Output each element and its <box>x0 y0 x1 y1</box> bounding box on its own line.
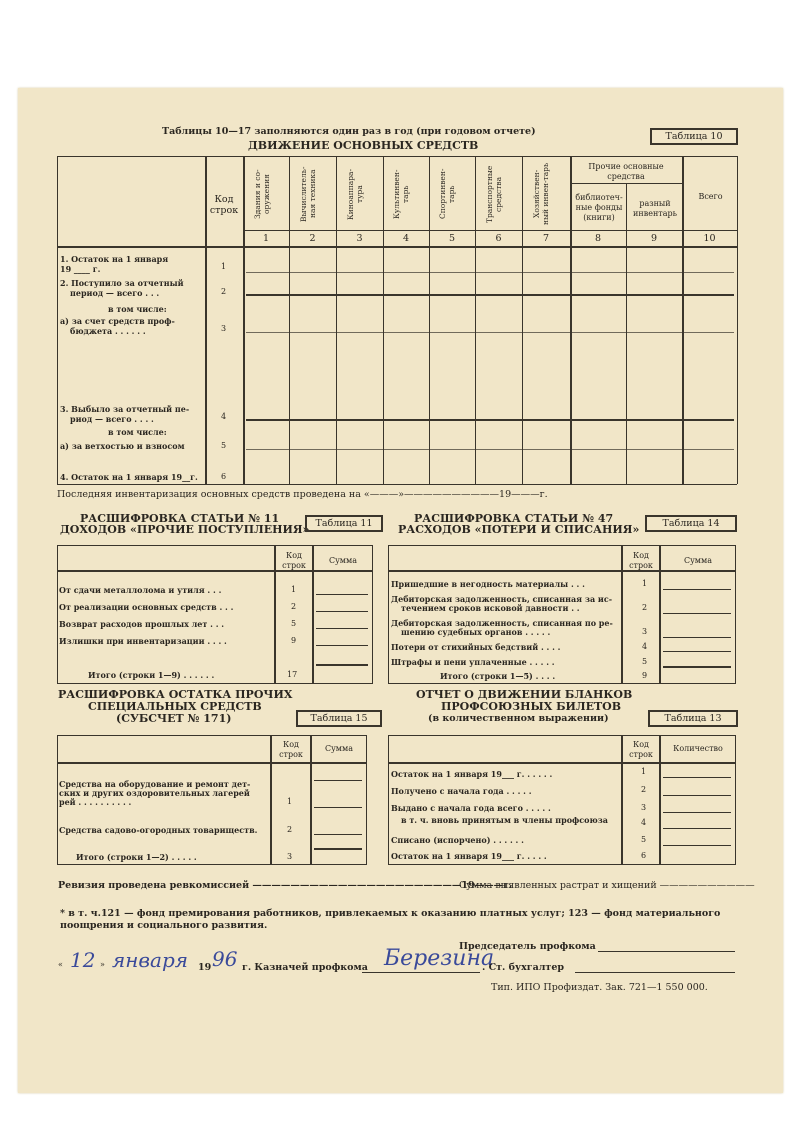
t13-row-label: Списано (испорчено) . . . . . . <box>391 835 524 845</box>
footnote: * в т. ч.121 — фонд премирования работников, привлекаемых к оказанию платных услуг; 123 — фонд материального поощрения и социального развития. <box>60 908 721 931</box>
embezzle-line: Сумма выявленных растрат и хищений —————————— <box>459 880 755 891</box>
t14-total-code: 9 <box>642 671 648 680</box>
col-header: Хозяйствен-ный инвен-тарь <box>532 162 550 226</box>
row-label: а) за счет средств проф- <box>60 316 175 326</box>
col-number: 10 <box>703 233 716 244</box>
table11-title2: ДОХОДОВ «ПРОЧИЕ ПОСТУПЛЕНИЯ» <box>60 523 310 536</box>
table11-sum-header: Сумма <box>328 556 358 565</box>
t11-row-label: Излишки при инвентаризации . . . . <box>59 636 227 646</box>
table13-qty-header: Количество <box>673 744 723 753</box>
table10-title: ДВИЖЕНИЕ ОСНОВНЫХ СРЕДСТВ <box>248 139 479 152</box>
revision-line: Ревизия проведена ревкомиссией ——————————————————————19———г. <box>58 880 513 891</box>
signature-year-prefix: 19 <box>198 962 212 973</box>
table13-tag: Таблица 13 <box>648 710 738 727</box>
table10-code-header: Код строк <box>209 194 239 216</box>
t13-row-label: Получено с начала года . . . . . <box>391 786 532 796</box>
table13-title2: ПРОФСОЮЗНЫХ БИЛЕТОВ <box>441 700 622 713</box>
col-header: Здания и со-оружения <box>253 169 271 219</box>
col-number: 3 <box>356 233 363 244</box>
t13-row-code: 2 <box>641 785 647 794</box>
t14-row-code: 2 <box>642 603 648 612</box>
col-header: Транспортные средства <box>485 165 503 223</box>
col-number: 8 <box>594 233 602 244</box>
row-label: а) за ветхостью и взносом <box>60 441 185 451</box>
date-close-quote: » <box>100 960 105 969</box>
t14-row-label: Потери от стихийных бедствий . . . . <box>391 642 561 652</box>
total-header: Всего <box>698 192 723 201</box>
table13-title1: ОТЧЕТ О ДВИЖЕНИИ БЛАНКОВ <box>416 688 633 701</box>
row-label: 19 ____ г. <box>60 264 101 274</box>
t15-total-label: Итого (строки 1—2) . . . . . <box>76 852 197 862</box>
t11-total-label: Итого (строки 1—9) . . . . . . <box>88 670 215 680</box>
t13-row-code: 1 <box>641 767 647 776</box>
t14-row-label: Штрафы и пени уплаченные . . . . . <box>391 657 555 667</box>
treasurer-label: г. Казначей профкома <box>242 962 368 973</box>
t11-row-label: От реализации основных средств . . . <box>59 602 234 612</box>
signature-month: января <box>112 948 189 972</box>
table11-code-header: Код строк <box>282 551 306 570</box>
signature-day: 12 <box>70 948 96 972</box>
t11-row-code: 5 <box>291 619 297 628</box>
table15-code-header: Код строк <box>279 740 303 759</box>
t13-row-label: в т. ч. вновь принятым в члены профсоюза <box>401 815 608 825</box>
chairman-label: Председатель профкома <box>459 941 596 952</box>
table15-title2: СПЕЦИАЛЬНЫХ СРЕДСТВ <box>88 700 262 713</box>
t14-row-label: Дебиторская задолженность, списанная за ис- <box>391 594 613 604</box>
t13-row-code: 4 <box>641 818 647 827</box>
row-code: 6 <box>221 472 227 481</box>
t14-row-code: 4 <box>642 642 648 651</box>
t14-row-label: Дебиторская задолженность, списанная по ре- <box>391 618 613 628</box>
t11-row-code: 2 <box>291 602 297 611</box>
table10-tag: Таблица 10 <box>650 128 738 145</box>
row-label: бюджета . . . . . . <box>70 326 146 336</box>
t11-row-code: 9 <box>291 636 297 645</box>
col-header: Вычислитель-ная техника <box>299 166 317 222</box>
table14-sum-header: Сумма <box>683 556 713 565</box>
table11-title1: РАСШИФРОВКА СТАТЬИ № 11 <box>80 512 280 525</box>
t14-total-label: Итого (строки 1—5) . . . . <box>440 671 556 681</box>
t11-row-label: От сдачи металлолома и утиля . . . <box>59 585 222 595</box>
t15-row-code: 2 <box>287 825 293 834</box>
t13-row-code: 3 <box>641 803 647 812</box>
col-number: 9 <box>650 233 658 244</box>
t15-row-label2: ских и других оздоровительных лагерей <box>59 788 250 798</box>
signature-year: 96 <box>212 947 238 971</box>
t13-row-code: 5 <box>641 835 647 844</box>
t14-row-code: 3 <box>642 627 648 636</box>
inventory-line: Последняя инвентаризация основных средств проведена на «———»——————————19———г. <box>57 489 548 500</box>
t13-row-label: Остаток на 1 января 19___ г. . . . . <box>391 851 547 861</box>
row-code: 5 <box>221 441 227 450</box>
t15-row-code: 1 <box>287 797 293 806</box>
prochie-sub2: разный инвентарь <box>633 199 677 218</box>
t13-row-label: Остаток на 1 января 19___ г. . . . . . <box>391 769 553 779</box>
row-label: 3. Выбыло за отчетный пе- <box>60 404 190 414</box>
row-label: 4. Остаток на 1 января 19__г. <box>60 472 198 482</box>
col-header: Спортинвен-тарь <box>438 168 456 220</box>
col-number: 6 <box>495 233 502 244</box>
table15-title1: РАСШИФРОВКА ОСТАТКА ПРОЧИХ <box>58 688 293 701</box>
table13-code-header: Код строк <box>629 740 653 759</box>
row-label: период — всего . . . <box>70 288 160 298</box>
row-label: 2. Поступило за отчетный <box>60 278 184 288</box>
t11-row-code: 1 <box>291 585 297 594</box>
table13-title3: (в количественном выражении) <box>428 713 609 724</box>
treasurer-signature: Березина <box>384 946 495 971</box>
col-number: 7 <box>542 233 550 244</box>
t15-row-label: Средства садово-огородных товариществ. <box>59 825 258 835</box>
table11-tag: Таблица 11 <box>305 515 383 532</box>
row-label: в том числе: <box>108 304 167 314</box>
t15-row-label3: рей . . . . . . . . . . <box>59 797 132 807</box>
t14-row-label2: течением сроков исковой давности . . <box>401 603 580 613</box>
row-code: 2 <box>221 287 227 296</box>
table15-sum-header: Сумма <box>324 744 354 753</box>
col-header: Киноаппара-тура <box>346 168 364 220</box>
t14-row-label2: шению судебных органов . . . . . <box>401 627 551 637</box>
row-label: риод — всего . . . . <box>70 414 154 424</box>
table14-title2: РАСХОДОВ «ПОТЕРИ И СПИСАНИЯ» <box>398 523 640 536</box>
t13-row-label: Выдано с начала года всего . . . . . <box>391 803 551 813</box>
prochie-header: Прочие основные средства <box>588 162 664 181</box>
col-number: 5 <box>448 233 456 244</box>
col-header: Культинвен-тарь <box>392 169 410 219</box>
accountant-label: . Ст. бухгалтер <box>482 962 565 973</box>
col-number: 4 <box>402 233 410 244</box>
col-number: 2 <box>309 233 316 244</box>
date-open-quote: « <box>58 960 63 969</box>
col-number: 1 <box>262 233 270 244</box>
printer-info: Тип. ИПО Профиздат. Зак. 721—1 550 000. <box>491 982 708 993</box>
t14-row-label: Пришедшие в негодность материалы . . . <box>391 579 585 589</box>
table14-code-header: Код строк <box>629 551 653 570</box>
t15-total-code: 3 <box>287 852 293 861</box>
t15-row-label: Средства на оборудование и ремонт дет- <box>59 779 251 789</box>
row-label: 1. Остаток на 1 января <box>60 254 169 264</box>
t11-row-label: Возврат расходов прошлых лет . . . <box>59 619 225 629</box>
prochie-sub1: библиотеч-ные фонды (книги) <box>575 193 623 222</box>
t14-row-code: 1 <box>642 579 648 588</box>
t14-row-code: 5 <box>642 657 648 666</box>
t11-total-code: 17 <box>287 670 298 679</box>
row-code: 4 <box>221 412 227 421</box>
row-code: 3 <box>221 324 227 333</box>
row-label: в том числе: <box>108 427 167 437</box>
table14-title1: РАСШИФРОВКА СТАТЬИ № 47 <box>414 512 614 525</box>
table14-tag: Таблица 14 <box>645 515 737 532</box>
table15-tag: Таблица 15 <box>296 710 382 727</box>
header-note: Таблицы 10—17 заполняются один раз в год (при годовом отчете) <box>162 126 536 137</box>
t13-row-code: 6 <box>641 851 647 860</box>
row-code: 1 <box>221 262 227 271</box>
table15-title3: (СУБСЧЕТ № 171) <box>116 712 232 725</box>
